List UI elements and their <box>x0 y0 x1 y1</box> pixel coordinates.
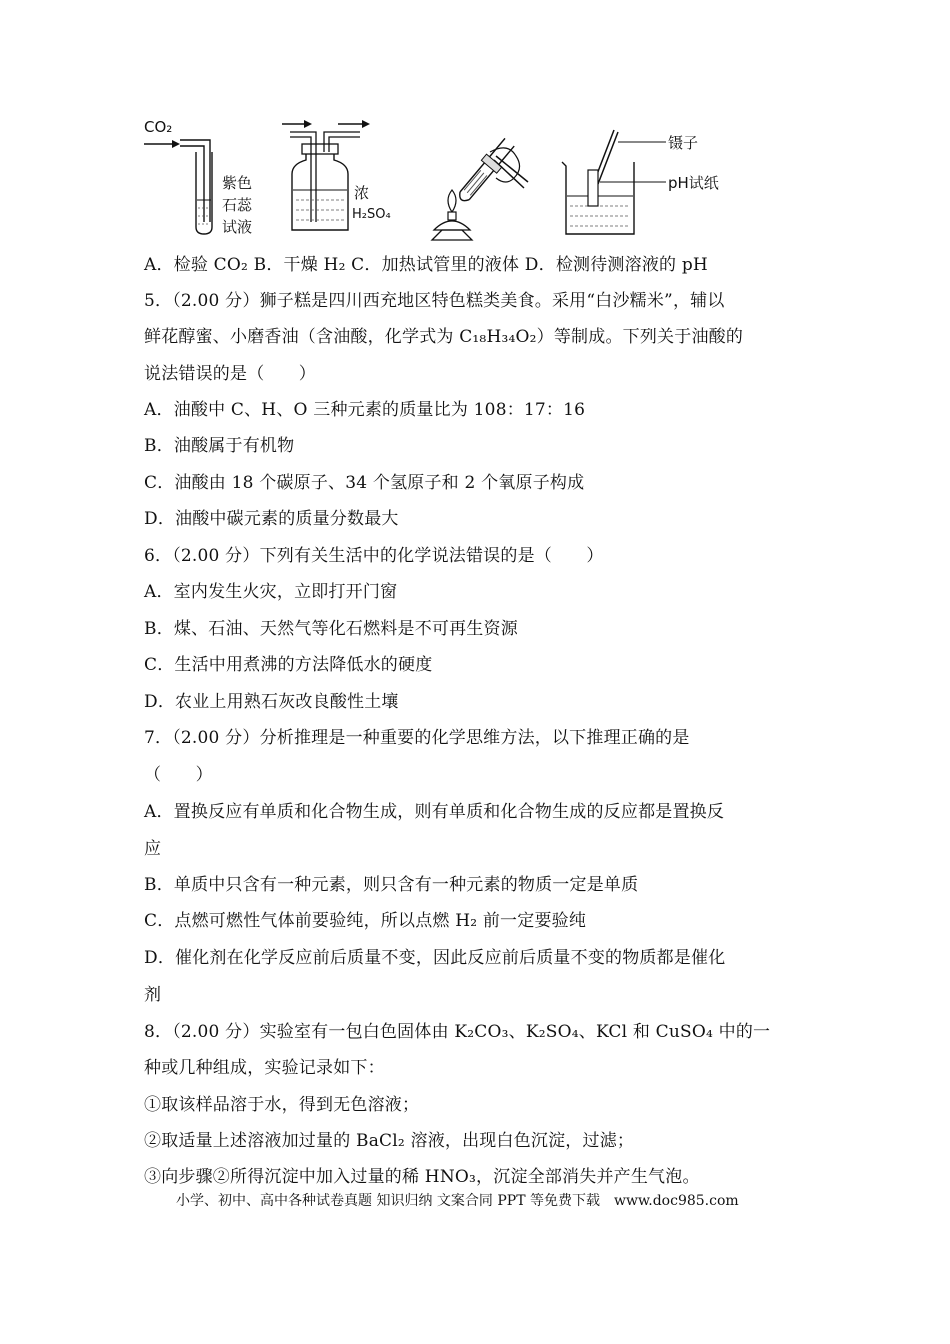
apparatus-figures <box>140 112 780 242</box>
litmus-label-1: 紫色 <box>222 174 253 192</box>
figure-measure-ph <box>556 112 756 242</box>
h2so4-label: H₂SO₄ <box>352 207 391 222</box>
q7-option-b: B．单质中只含有一种元素，则只含有一种元素的物质一定是单质 <box>144 875 639 895</box>
q8-stem-1: 8．（2.00 分）实验室有一包白色固体由 K₂CO₃、K₂SO₄、KCl 和 CuSO₄ 中的一 <box>144 1022 771 1042</box>
q6-option-a: A．室内发生火灾，立即打开门窗 <box>144 582 398 602</box>
figure-heat-liquid <box>420 112 540 242</box>
q7-stem-2: （ ） <box>144 765 213 785</box>
q5-option-a: A．油酸中 C、H、O 三种元素的质量比为 108：17：16 <box>144 400 586 420</box>
q8-step-2: ②取适量上述溶液加过量的 BaCl₂ 溶液，出现白色沉淀，过滤； <box>144 1131 635 1151</box>
q5-option-d: D．油酸中碳元素的质量分数最大 <box>144 509 399 529</box>
q4-options: A．检验 CO₂ B．干燥 H₂ C．加热试管里的液体 D．检测待测溶液的 pH <box>144 255 708 275</box>
ph-paper-label: pH试纸 <box>668 174 719 192</box>
q6-option-c: C．生活中用煮沸的方法降低水的硬度 <box>144 655 433 675</box>
tweezers-label: 镊子 <box>668 134 699 152</box>
q7-option-c: C．点燃可燃性气体前要验纯，所以点燃 H₂ 前一定要验纯 <box>144 911 587 931</box>
q7-option-a-2: 应 <box>144 839 162 859</box>
litmus-label-3: 试液 <box>222 218 253 236</box>
q5-option-c: C．油酸由 18 个碳原子、34 个氢原子和 2 个氧原子构成 <box>144 473 585 493</box>
q5-stem-1: 5．（2.00 分）狮子糕是四川西充地区特色糕类美食。采用“白沙糯米”，辅以 <box>144 291 725 311</box>
gas-washing-bottle-diagram <box>280 112 410 242</box>
q6-option-d: D．农业上用熟石灰改良酸性土壤 <box>144 692 399 712</box>
co2-label: CO₂ <box>144 118 173 136</box>
q6-stem: 6．（2.00 分）下列有关生活中的化学说法错误的是（ ） <box>144 546 604 566</box>
q7-option-d-1: D．催化剂在化学反应前后质量不变，因此反应前后质量不变的物质都是催化 <box>144 948 726 968</box>
q7-option-d-2: 剂 <box>144 985 162 1005</box>
q5-stem-2: 鲜花醇蜜、小磨香油（含油酸，化学式为 C₁₈H₃₄O₂）等制成。下列关于油酸的 <box>144 327 744 347</box>
q8-step-1: ①取该样品溶于水，得到无色溶液； <box>144 1095 420 1115</box>
page-footer: 小学、初中、高中各种试卷真题 知识归纳 文案合同 PPT 等免费下载 www.doc985.com <box>176 1193 739 1209</box>
test-tube-litmus-diagram <box>140 112 270 242</box>
q7-option-a-1: A．置换反应有单质和化合物生成，则有单质和化合物生成的反应都是置换反 <box>144 802 725 822</box>
q5-option-b: B．油酸属于有机物 <box>144 436 295 456</box>
figure-test-co2 <box>140 112 270 242</box>
figure-dry-h2 <box>280 112 410 242</box>
q6-option-b: B．煤、石油、天然气等化石燃料是不可再生资源 <box>144 619 518 639</box>
conc-label: 浓 <box>354 184 370 202</box>
q5-stem-3: 说法错误的是（ ） <box>144 364 316 384</box>
litmus-label-2: 石蕊 <box>222 196 253 214</box>
q7-stem-1: 7．（2.00 分）分析推理是一种重要的化学思维方法，以下推理正确的是 <box>144 728 690 748</box>
beaker-ph-paper-diagram <box>556 112 756 242</box>
q8-stem-2: 种或几种组成，实验记录如下： <box>144 1058 385 1078</box>
heating-test-tube-diagram <box>420 112 540 242</box>
q8-step-3: ③向步骤②所得沉淀中加入过量的稀 HNO₃，沉淀全部消失并产生气泡。 <box>144 1167 700 1187</box>
